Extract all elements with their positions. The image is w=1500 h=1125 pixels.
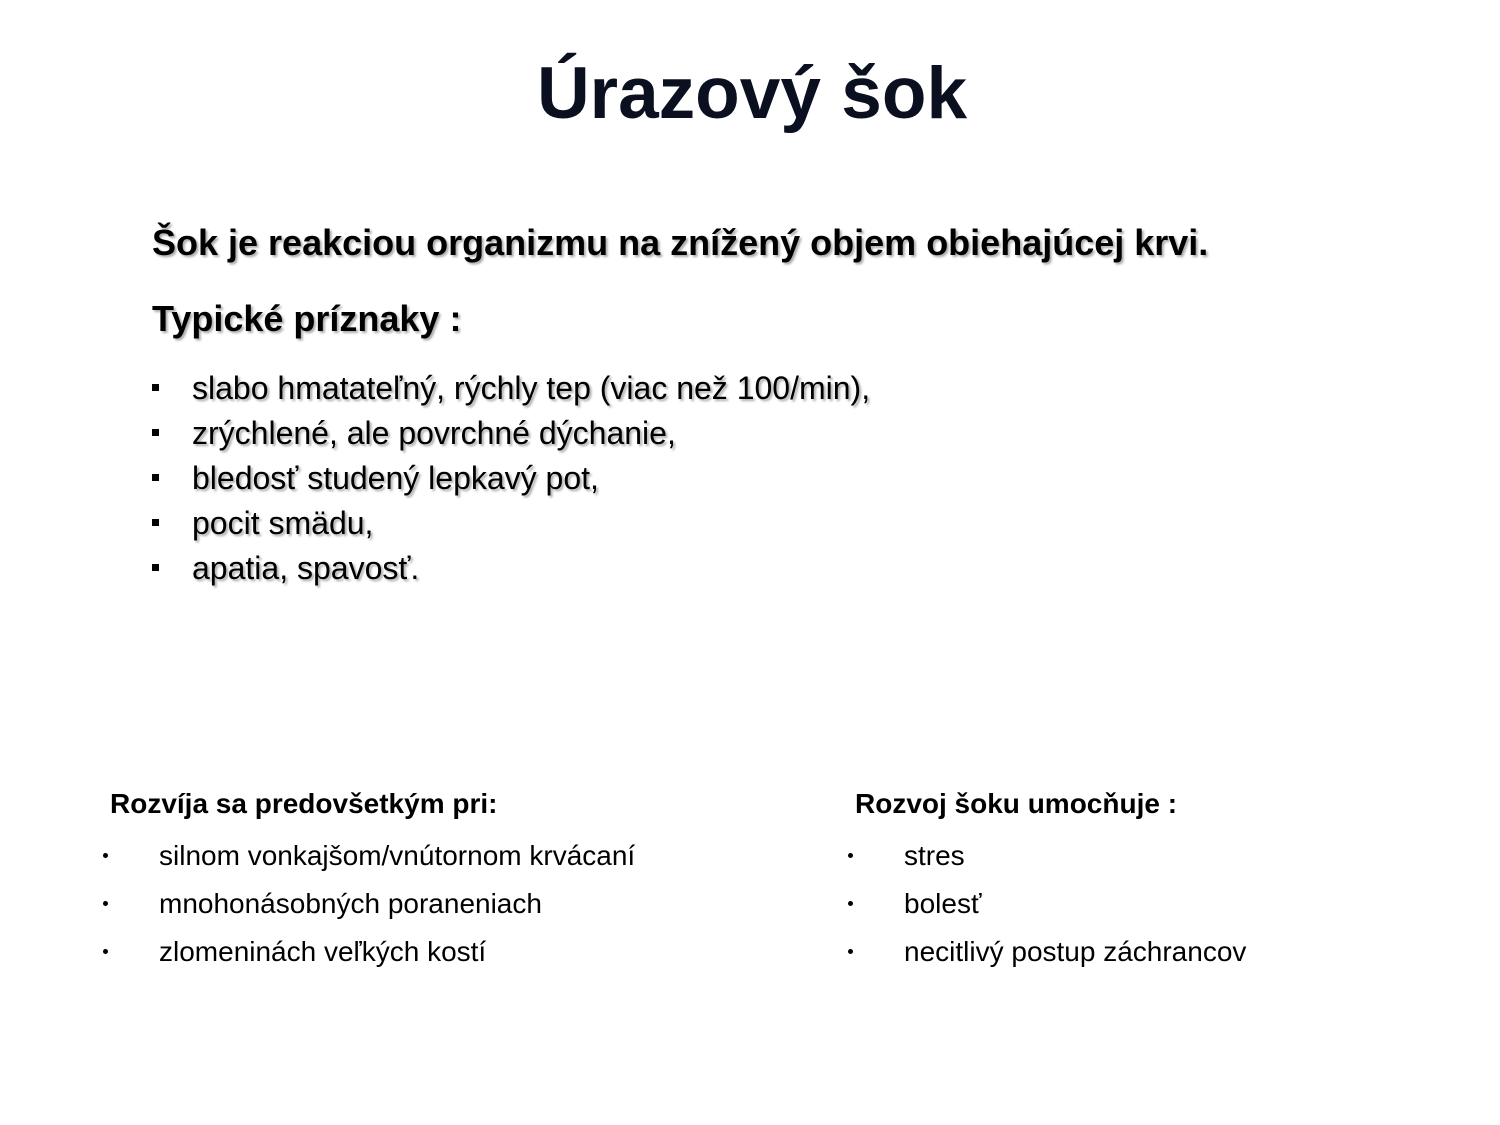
symptom-item [152, 501, 870, 546]
dot-bullet-icon [848, 853, 853, 858]
aggravates-item [845, 880, 1500, 928]
slide-title: Úrazový šok [536, 53, 968, 134]
symptom-text: bledosť studený lepkavý pot, [192, 460, 599, 496]
symptom-text: zrýchlené, ale povrchné dýchanie, [192, 415, 676, 451]
aggravates-column [845, 784, 1500, 976]
symptoms-heading: Typické príznaky : [152, 298, 462, 339]
square-bullet-icon [152, 474, 159, 481]
aggravates-heading: Rozvoj šoku umocňuje : [855, 788, 1178, 819]
symptom-item [152, 366, 870, 411]
symptom-text: pocit smädu, [192, 505, 374, 541]
develops-heading: Rozvíja sa predovšetkým pri: [110, 788, 498, 819]
symptoms-list [152, 366, 870, 591]
aggravates-list [845, 832, 1500, 976]
square-bullet-icon [152, 564, 159, 571]
square-bullet-icon [152, 519, 159, 526]
symptom-text: apatia, spavosť. [192, 550, 420, 586]
develops-column [100, 784, 780, 976]
aggravates-item [845, 928, 1500, 976]
develops-text: mnohonásobných poraneniach [159, 888, 542, 919]
symptom-item [152, 456, 870, 501]
square-bullet-icon [152, 429, 159, 436]
aggravates-text: bolesť [904, 888, 982, 919]
aggravates-text: stres [904, 840, 965, 871]
aggravates-text: necitlivý postup záchrancov [904, 936, 1247, 967]
develops-list [100, 832, 780, 976]
dot-bullet-icon [848, 949, 853, 954]
symptom-text: slabo hmatateľný, rýchly tep (viac než 100/min), [192, 370, 871, 406]
symptom-item [152, 411, 870, 456]
develops-text: silnom vonkajšom/vnútornom krvácaní [159, 840, 636, 871]
symptom-item [152, 546, 870, 591]
intro-text: Šok je reakciou organizmu na znížený objem obiehajúcej krvi. [152, 222, 1209, 263]
develops-item [100, 928, 780, 976]
square-bullet-icon [152, 384, 159, 391]
dot-bullet-icon [103, 901, 108, 906]
dot-bullet-icon [103, 949, 108, 954]
aggravates-item [845, 832, 1500, 880]
dot-bullet-icon [103, 853, 108, 858]
develops-item [100, 832, 780, 880]
develops-item [100, 880, 780, 928]
dot-bullet-icon [848, 901, 853, 906]
develops-text: zlomeninách veľkých kostí [159, 936, 487, 967]
